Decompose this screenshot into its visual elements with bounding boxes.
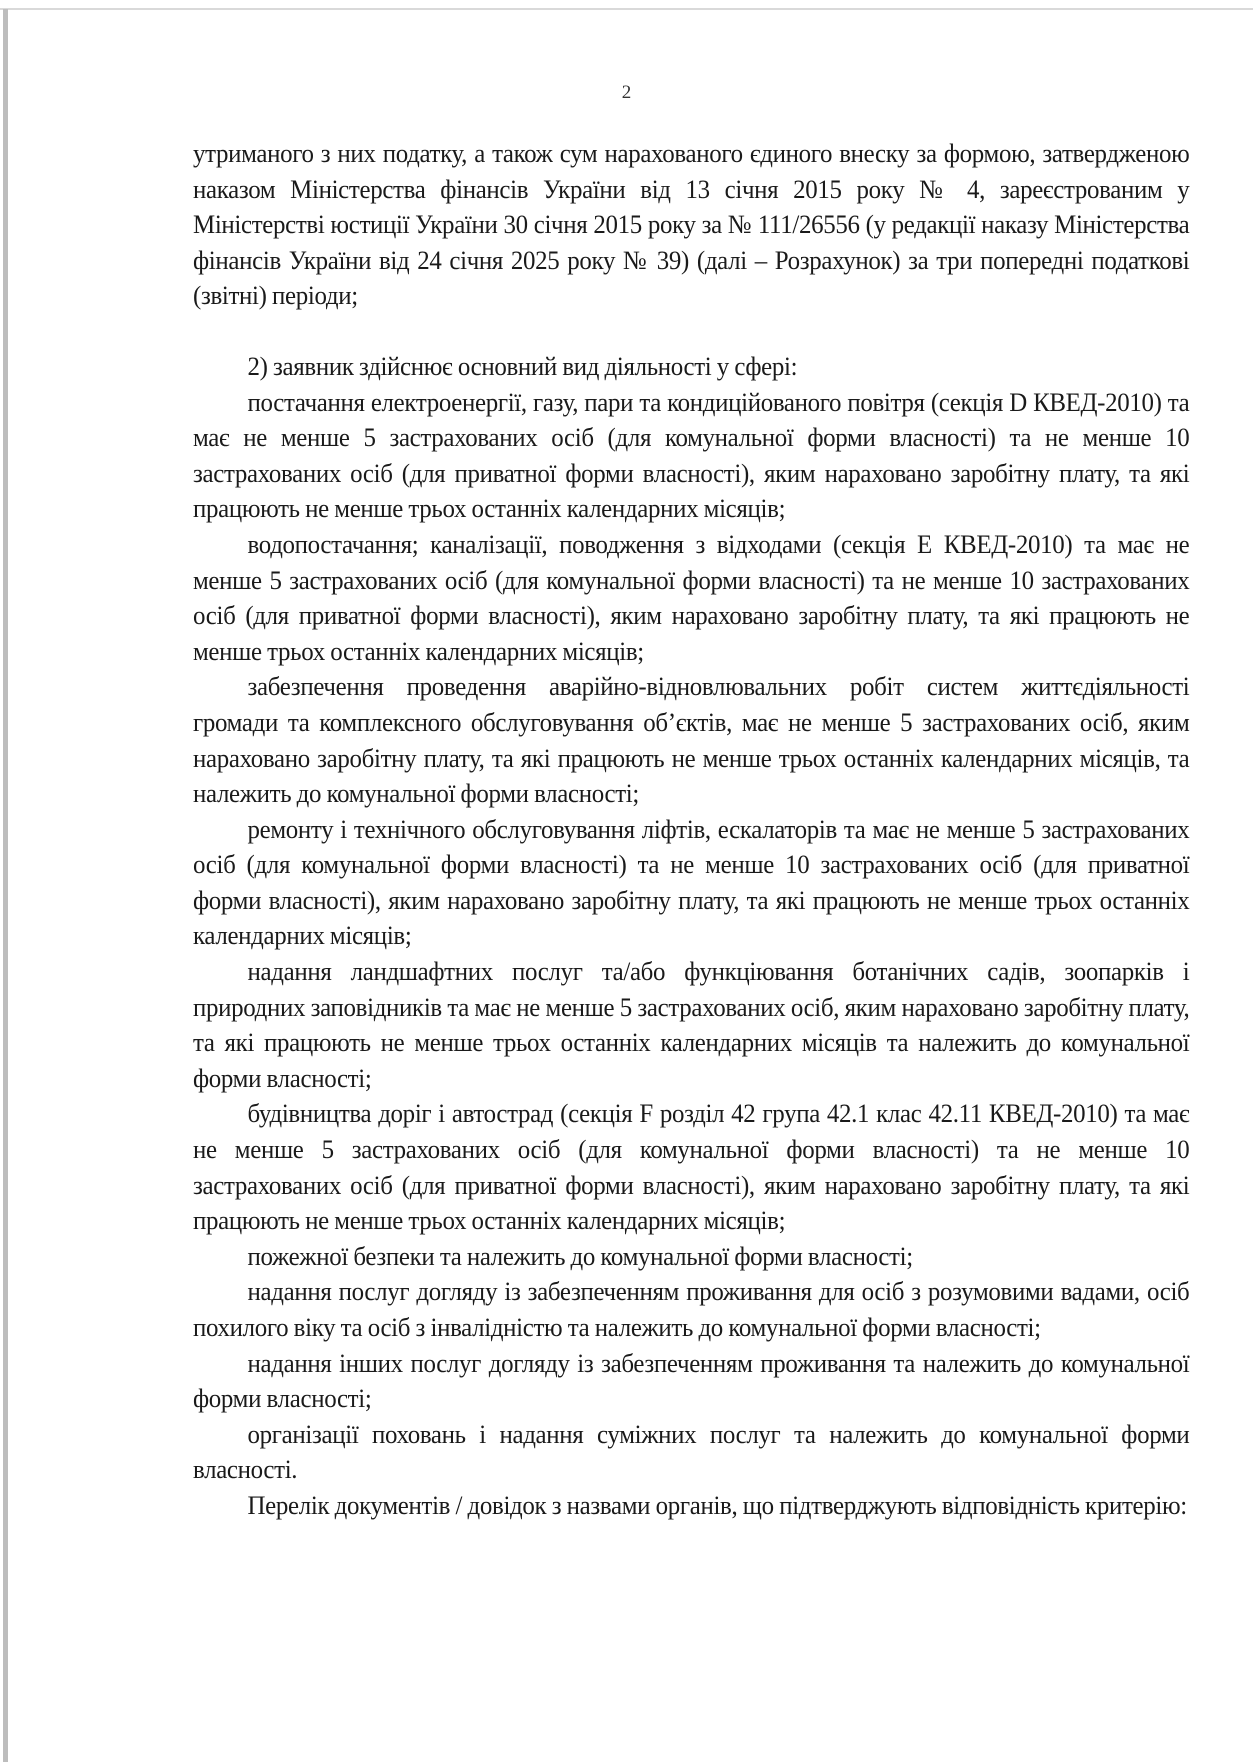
activity-item-fire-safety: пожежної безпеки та належить до комунальної форми власності; xyxy=(247,1240,913,1271)
activity-item-lifts: ремонту і технічного обслуговування ліфтів, ескалаторів та має не менше 5 застрахованих осіб (для комунальної форми власності) та не менше 10 застрахованих осіб (для приватної форми власності), яким нараховано заробітну плату, та які працюють не менше трьох останніх календарних місяців; xyxy=(193,813,1190,951)
activity-item-water-supply: водопостачання; каналізації, поводження з відходами (секція E КВЕД-2010) та має не менше 5 застрахованих осіб (для комунальної форми власності) та не менше 10 застрахованих осіб (для приватної форми власності), яким нараховано заробітну плату, та які працюють не менше трьох останніх календарних місяців; xyxy=(193,528,1190,666)
activity-item-landscape: надання ландшафтних послуг та/або функціювання ботанічних садів, зоопарків і природних заповідників та має не менше 5 застрахованих осіб, яким нараховано заробітну плату, та які працюють не менше трьох останніх календарних місяців та належить до комунальної форми власності; xyxy=(193,956,1190,1093)
activity-item-other-care: надання інших послуг догляду із забезпеченням проживання та належить до комунальної форми власності; xyxy=(193,1347,1190,1414)
document-body xyxy=(193,136,1189,1524)
scan-edge-top xyxy=(0,8,1253,10)
activity-item-care-disabled: надання послуг догляду із забезпеченням проживання для осіб з розумовими вадами, осіб похилого віку та осіб з інвалідністю та належить до комунальної форми власності; xyxy=(193,1276,1190,1342)
activity-item-funeral: організації поховань і надання суміжних послуг та належить до комунальної форми власності. xyxy=(193,1418,1190,1485)
activity-item-roads: будівництва доріг і автострад (секція F розділ 42 група 42.1 клас 42.11 КВЕД-2010) та має не менше 5 застрахованих осіб (для комунальної форми власності) та не менше 10 застрахованих осіб (для приватної форми власності), яким нараховано заробітну плату, та які працюють не менше трьох останніх календарних місяців; xyxy=(193,1098,1190,1236)
activity-item-electricity: постачання електроенергії, газу, пари та кондиційованого повітря (секція D КВЕД-2010) та має не менше 5 застрахованих осіб (для комунальної форми власності) та не менше 10 застрахованих осіб (для приватної форми власності), яким нараховано заробітну плату, та які працюють не менше трьох останніх календарних місяців; xyxy=(193,386,1190,524)
paragraph-spacer xyxy=(193,314,1189,349)
paragraph-continuation: утриманого з них податку, а також сум нарахованого єдиного внеску за формою, затвердженою наказом Міністерства фінансів України від 13 січня 2015 року № 4, зареєстрованим у Міністерстві юстиції України 30 січня 2015 року за № 111/26556 (у редакції наказу Міністерства фінансів України від 24 січня 2025 року № 39) (далі – Розрахунок) за три попередні податкові (звітні) періоди; xyxy=(193,138,1190,311)
page-number: 2 xyxy=(621,82,632,103)
scan-edge-left xyxy=(3,9,8,1762)
documents-list-intro: Перелік документів / довідок з назвами органів, що підтверджують відповідність критерію: xyxy=(247,1489,1187,1520)
activity-item-emergency-works: забезпечення проведення аварійно-відновлювальних робіт систем життєдіяльності громади та комплексного обслуговування об’єктів, має не менше 5 застрахованих осіб, яким нараховано заробітну плату, та які працюють не менше трьох останніх календарних місяців, та належить до комунальної форми власності; xyxy=(193,671,1190,809)
criterion-2-intro: 2) заявник здійснює основний вид діяльності у сфері: xyxy=(247,350,798,381)
